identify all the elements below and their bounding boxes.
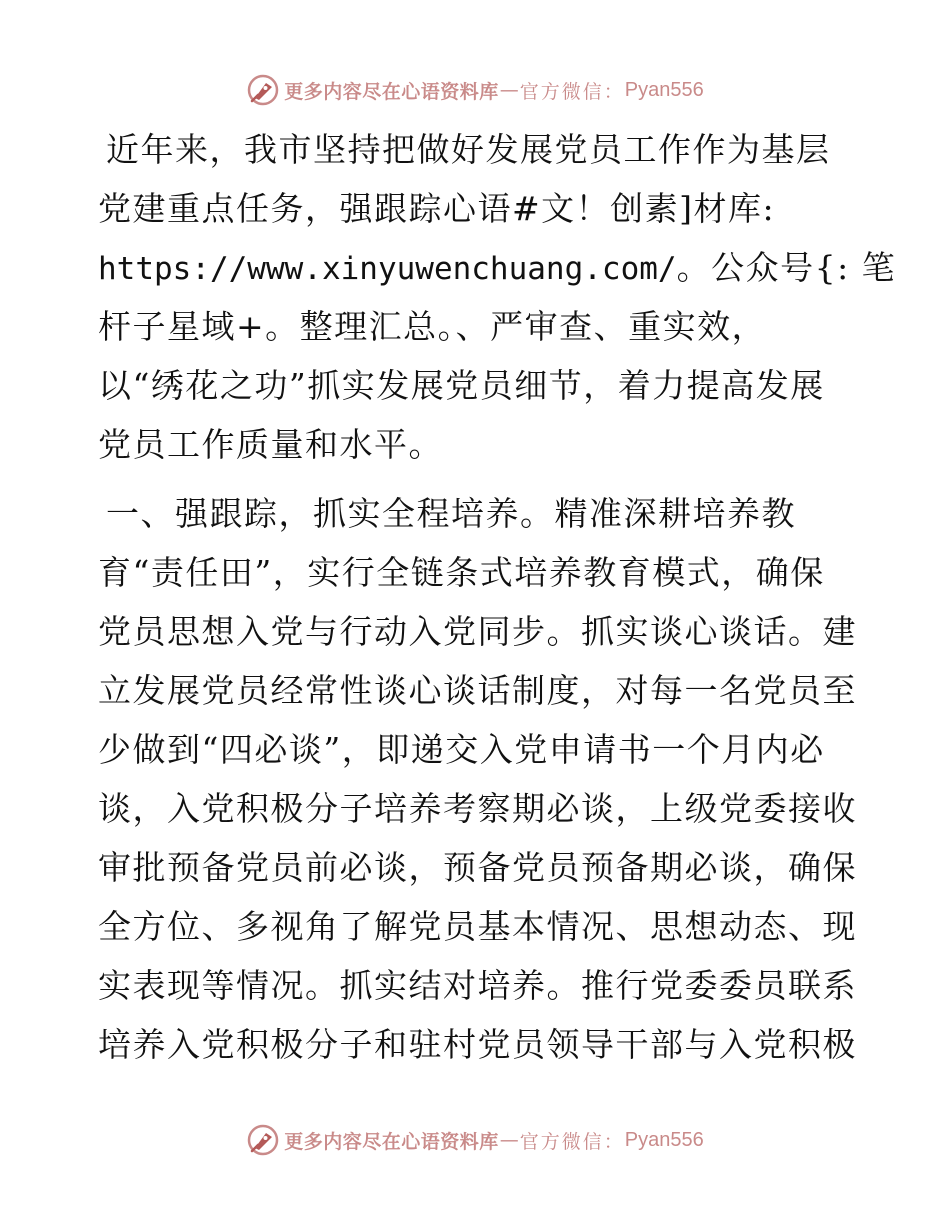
text-line-url (98, 238, 897, 297)
paragraph-intro (98, 120, 897, 474)
header-banner (0, 70, 950, 110)
banner-dash: — (499, 79, 519, 101)
text-line: 一、强跟踪，抓实全程培养。精准深耕培养教 (106, 494, 796, 533)
text-line: 全方位、多视角了解党员基本情况、思想动态、现 (98, 907, 857, 946)
banner-main-text: 更多内容尽在心语资料库 (284, 80, 499, 103)
banner-wechat-id: Pyan556 (624, 1128, 704, 1151)
text-line-tail: 。公众号{: 笔 (676, 248, 897, 287)
text-line: 立发展党员经常性谈心谈话制度，对每一名党员至 (98, 671, 857, 710)
text-line: 党建重点任务，强跟踪心语#文！创素]材库: (98, 189, 776, 228)
pen-nib-circle-icon (246, 1123, 280, 1157)
text-line: 杆子星域+。整理汇总。、严审查、重实效， (98, 307, 767, 346)
text-line: 党员思想入党与行动入党同步。抓实谈心谈话。建 (98, 612, 857, 651)
paragraph-section-one (98, 484, 858, 1074)
banner-main-text: 更多内容尽在心语资料库 (284, 1130, 499, 1153)
text-line: 谈，入党积极分子培养考察期必谈，上级党委接收 (98, 789, 857, 828)
banner-wechat-label: 官方微信： (519, 80, 625, 103)
text-line: 实表现等情况。抓实结对培养。推行党委委员联系 (98, 966, 857, 1005)
footer-banner (0, 1120, 950, 1160)
text-line: 育“责任田”，实行全链条式培养教育模式，确保 (98, 553, 825, 592)
document-body (98, 120, 897, 1074)
banner-dash: — (499, 1129, 519, 1151)
text-line: 以“绣花之功”抓实发展党员细节，着力提高发展 (98, 366, 825, 405)
url-text: https://www.xinyuwenchuang.com/ (98, 251, 677, 287)
banner-wechat-label: 官方微信： (519, 1130, 625, 1153)
text-line: 培养入党积极分子和驻村党员领导干部与入党积极 (98, 1025, 857, 1064)
pen-nib-circle-icon (246, 73, 280, 107)
text-line: 少做到“四必谈”，即递交入党申请书一个月内必 (98, 730, 825, 769)
text-line: 审批预备党员前必谈，预备党员预备期必谈，确保 (98, 848, 857, 887)
banner-wechat-id: Pyan556 (624, 78, 704, 101)
text-line: 近年来，我市坚持把做好发展党员工作作为基层 (106, 130, 831, 169)
text-line: 党员工作质量和水平。 (98, 425, 443, 464)
